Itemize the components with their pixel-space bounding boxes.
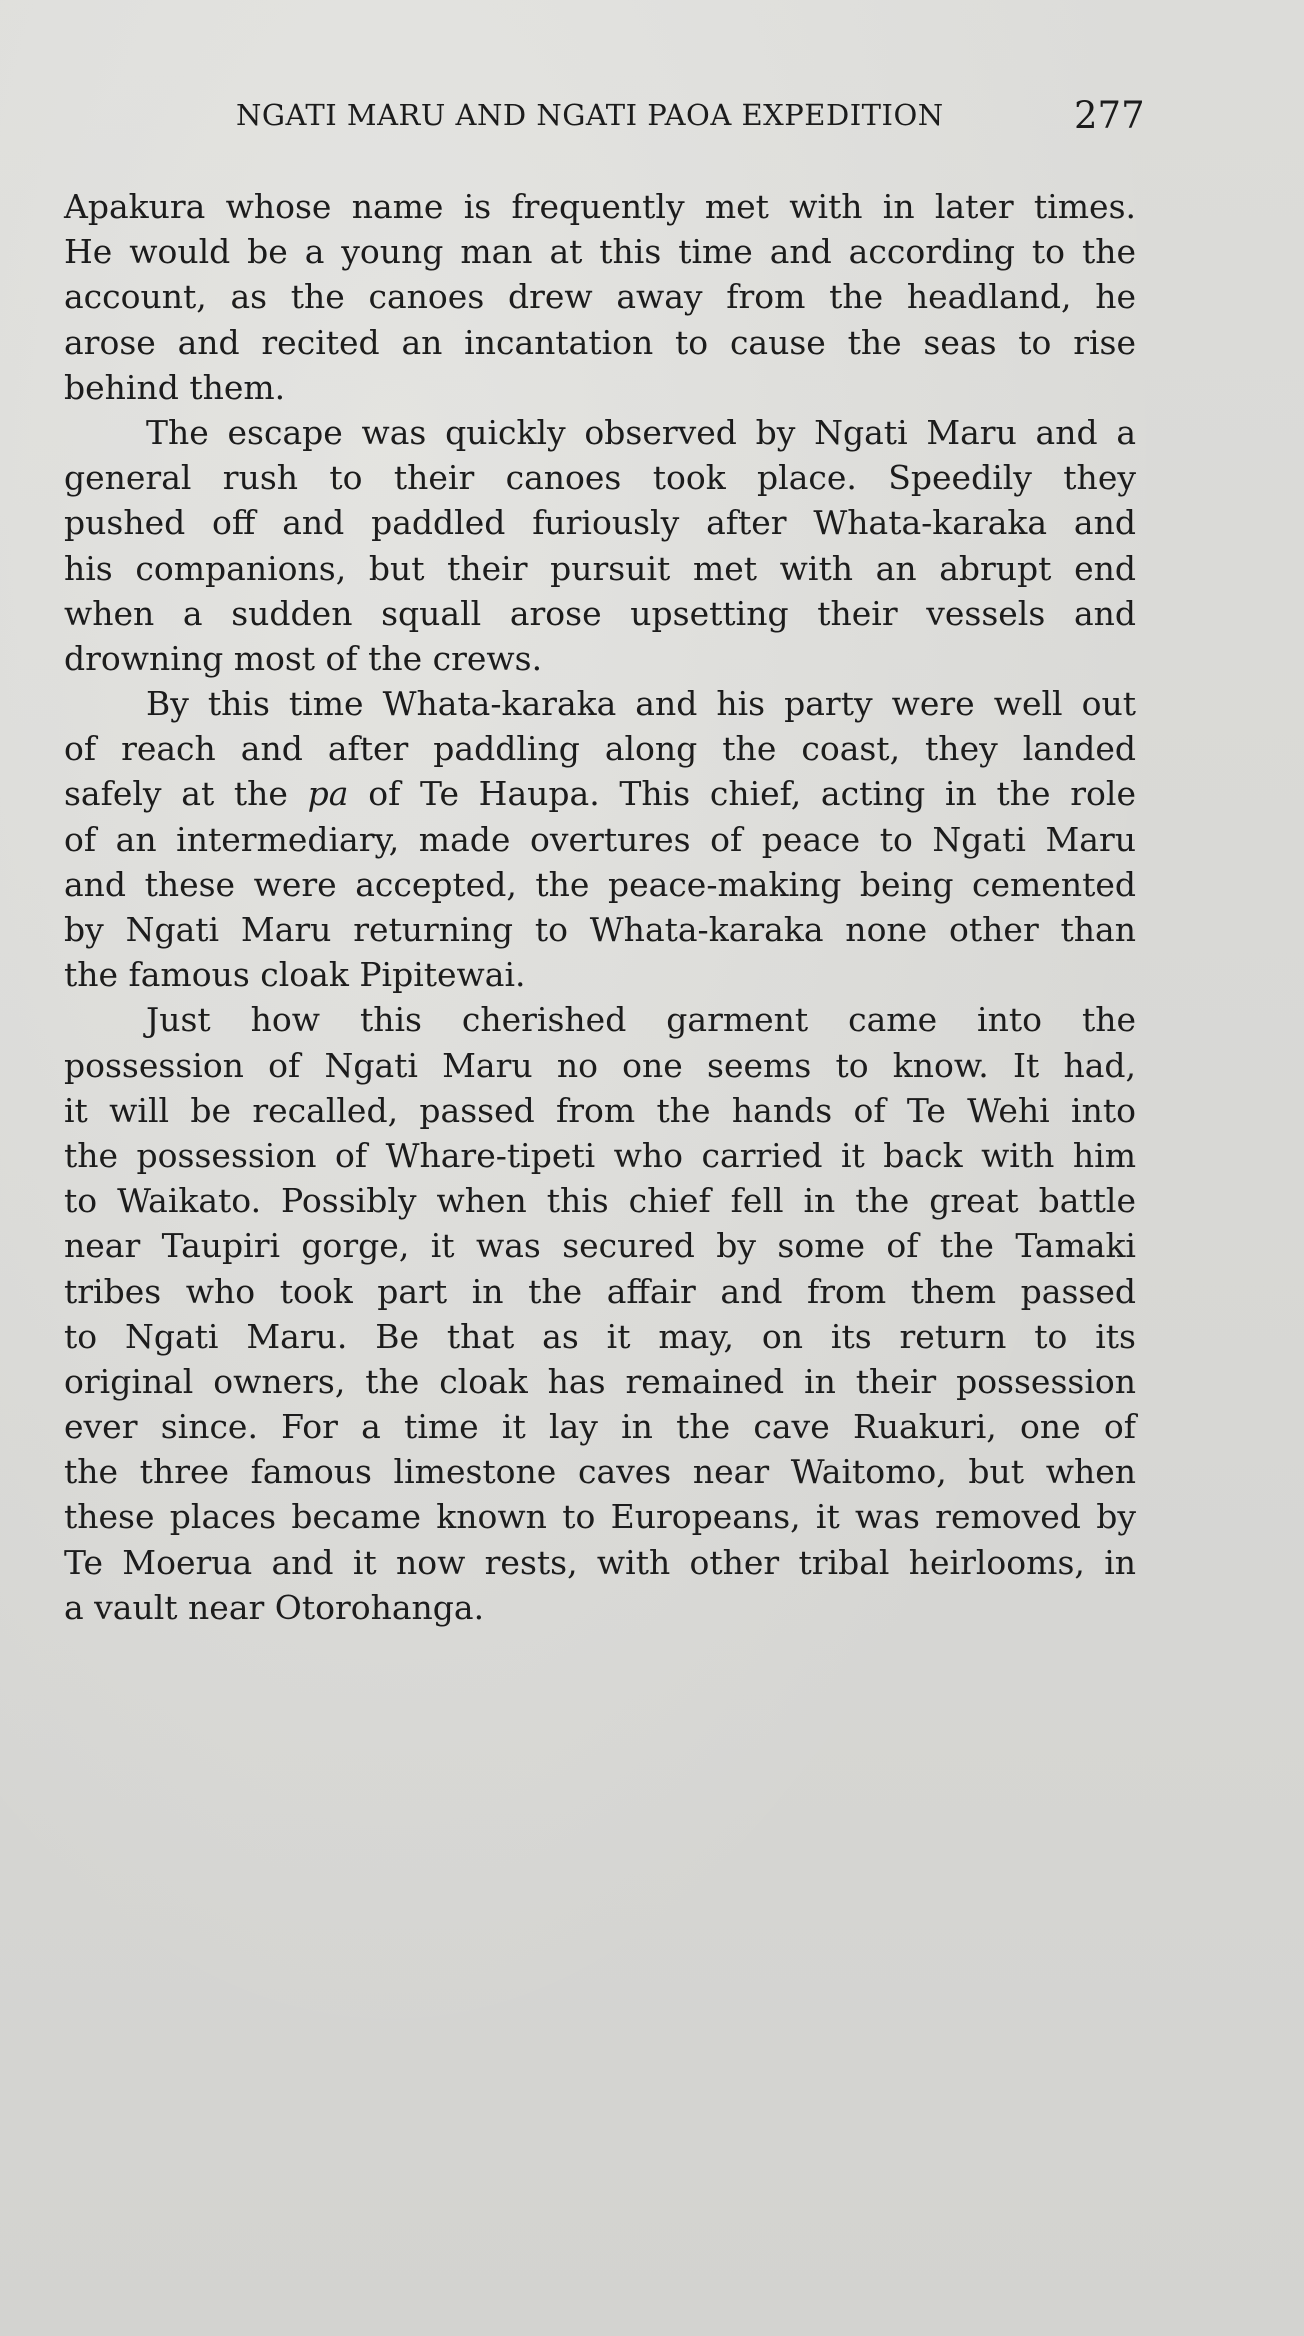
text-line: the three famous limestone caves near Waitomo, but when [64, 1452, 1136, 1492]
text-line: behind them. [64, 367, 286, 407]
text-line: The escape was quickly observed by Ngati Maru and a [146, 412, 1136, 452]
text-line: By this time Whata-karaka and his party were well out [146, 684, 1136, 724]
text-line: a vault near Otorohanga. [64, 1587, 485, 1627]
text-line-start: safely at the [64, 774, 308, 814]
text-line [64, 771, 1136, 816]
text-line: possession of Ngati Maru no one seems to know. It had, [64, 1045, 1136, 1085]
text-line: of an intermediary, made overtures of peace to Ngati Maru [64, 819, 1136, 859]
text-line: by Ngati Maru returning to Whata-karaka none other than [64, 910, 1136, 949]
text-line: the possession of Whare-tipeti who carried it back with him [64, 1135, 1136, 1175]
text-line: to Ngati Maru. Be that as it may, on its return to its [64, 1316, 1136, 1356]
running-head: NGATI MARU AND NGATI PAOA EXPEDITION [236, 98, 944, 132]
text-line: ever since. For a time it lay in the cave Ruakuri, one of [64, 1407, 1136, 1447]
text-line: account, as the canoes drew away from the headland, he [64, 277, 1136, 317]
text-line: tribes who took part in the affair and from them passed [64, 1271, 1136, 1311]
text-line: Apakura whose name is frequently met with in later times. [64, 187, 1136, 226]
text-line: Just how this cherished garment came into the [146, 1000, 1136, 1040]
text-line: to Waikato. Possibly when this chief fell in the great battle [64, 1181, 1136, 1221]
text-line: pushed off and paddled furiously after Whata-karaka and [64, 503, 1136, 543]
text-line: the famous cloak Pipitewai. [64, 955, 526, 995]
italic-term: pa [307, 774, 349, 814]
text-line: general rush to their canoes took place. Speedily they [64, 458, 1136, 498]
text-line: Te Moerua and it now rests, with other tribal heirlooms, in [64, 1542, 1136, 1582]
text-line: when a sudden squall arose upsetting their vessels and [64, 593, 1136, 633]
text-line: his companions, but their pursuit met with an abrupt end [64, 548, 1136, 588]
text-line: arose and recited an incantation to cause the seas to rise [64, 322, 1136, 362]
text-line: it will be recalled, passed from the hands of Te Wehi into [64, 1090, 1136, 1130]
text-line: original owners, the cloak has remained in their possession [64, 1361, 1136, 1401]
body-text [64, 184, 1136, 1630]
text-line: these places became known to Europeans, it was removed by [64, 1497, 1136, 1537]
text-line-end: of Te Haupa. This chief, acting in the role [348, 774, 1136, 814]
page-number: 277 [1074, 94, 1145, 137]
text-line: of reach and after paddling along the coast, they landed [64, 729, 1136, 769]
text-line: and these were accepted, the peace-making being cemented [64, 864, 1136, 904]
text-line: near Taupiri gorge, it was secured by some of the Tamaki [64, 1226, 1136, 1266]
text-line: drowning most of the crews. [64, 638, 543, 678]
text-line: He would be a young man at this time and according to the [64, 232, 1136, 272]
